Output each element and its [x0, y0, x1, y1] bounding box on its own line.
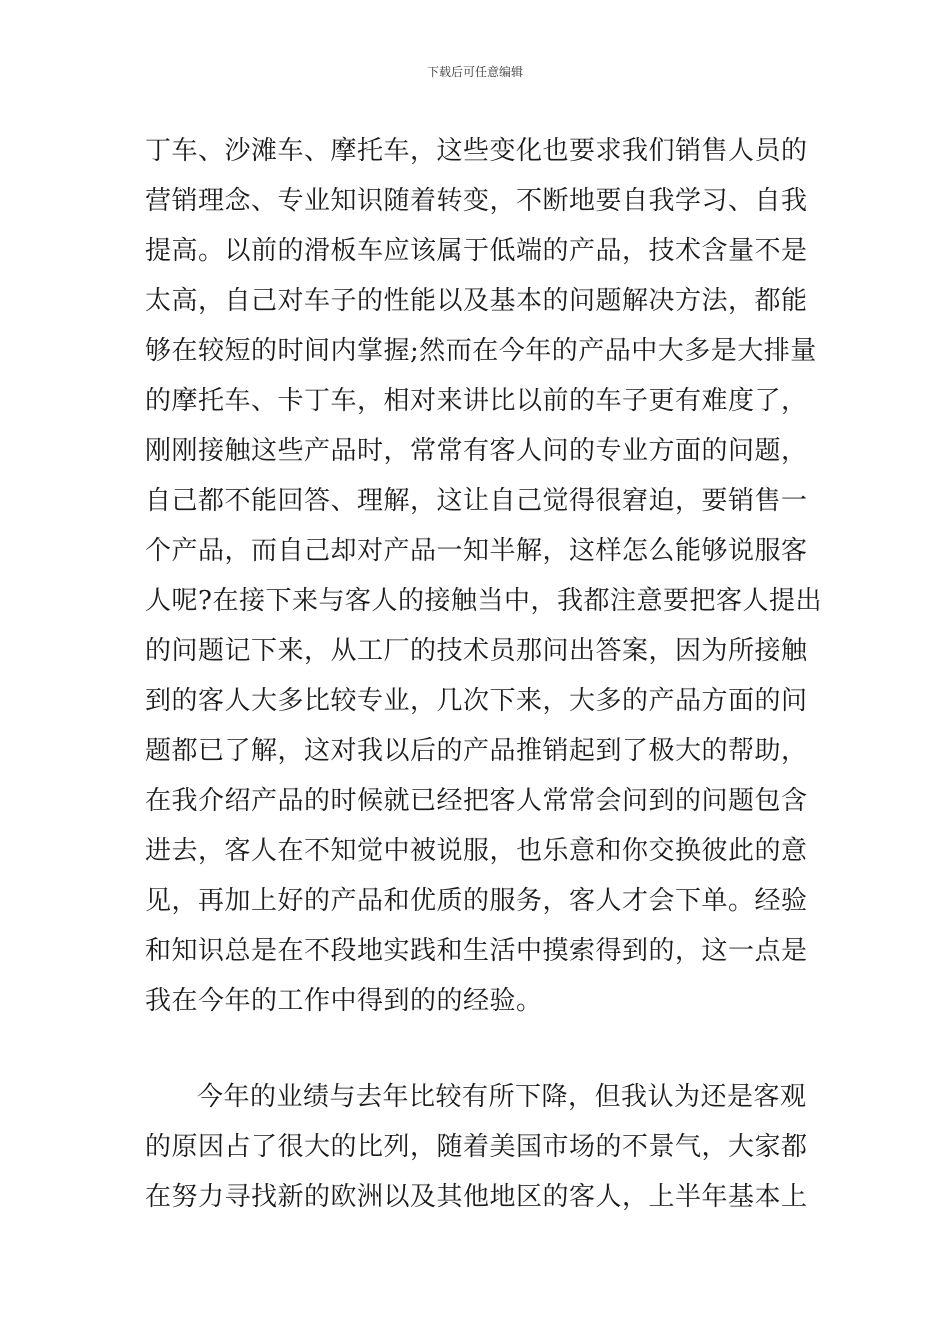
text-line: 太高，自己对车子的性能以及基本的问题解决方法，都能 — [145, 286, 808, 316]
text-line: 在努力寻找新的欧洲以及其他地区的客人，上半年基本上 — [145, 1182, 808, 1212]
text-line: 的摩托车、卡丁车，相对来讲比以前的车子更有难度了， — [145, 386, 808, 416]
text-line: 的问题记下来，从工厂的技术员那问出答案，因为所接触 — [145, 636, 808, 666]
paragraph-1 — [145, 126, 822, 1026]
text-line: 营销理念、专业知识随着转变，不断地要自我学习、自我 — [145, 186, 808, 216]
text-line: 刚刚接触这些产品时，常常有客人问的专业方面的问题， — [145, 436, 808, 466]
text-line: 个产品，而自己却对产品一知半解，这样怎么能够说服客 — [145, 536, 808, 566]
text-line: 够在较短的时间内掌握;然而在今年的产品中大多是大排量 — [145, 336, 817, 366]
text-line: 在我介绍产品的时候就已经把客人常常会问到的问题包含 — [145, 786, 808, 816]
text-line: 今年的业绩与去年比较有所下降，但我认为还是客观 — [197, 1082, 807, 1112]
text-line: 人呢?在接下来与客人的接触当中，我都注意要把客人提出 — [145, 586, 822, 616]
text-line: 进去，客人在不知觉中被说服，也乐意和你交换彼此的意 — [145, 836, 808, 866]
text-line: 和知识总是在不段地实践和生活中摸索得到的，这一点是 — [145, 936, 808, 966]
page-header: 下载后可任意编辑 — [426, 65, 523, 79]
text-line: 见，再加上好的产品和优质的服务，客人才会下单。经验 — [145, 886, 808, 916]
text-line: 到的客人大多比较专业，几次下来，大多的产品方面的问 — [145, 686, 808, 716]
paragraph-2 — [145, 1072, 807, 1222]
text-line: 我在今年的工作中得到的的经验。 — [145, 986, 543, 1016]
text-line: 的原因占了很大的比列，随着美国市场的不景气，大家都 — [145, 1132, 808, 1162]
text-line: 题都已了解，这对我以后的产品推销起到了极大的帮助， — [145, 736, 808, 766]
text-line: 自己都不能回答、理解，这让自己觉得很窘迫，要销售一 — [145, 486, 808, 516]
text-line: 丁车、沙滩车、摩托车，这些变化也要求我们销售人员的 — [145, 136, 808, 166]
text-line: 提高。以前的滑板车应该属于低端的产品，技术含量不是 — [145, 236, 808, 266]
